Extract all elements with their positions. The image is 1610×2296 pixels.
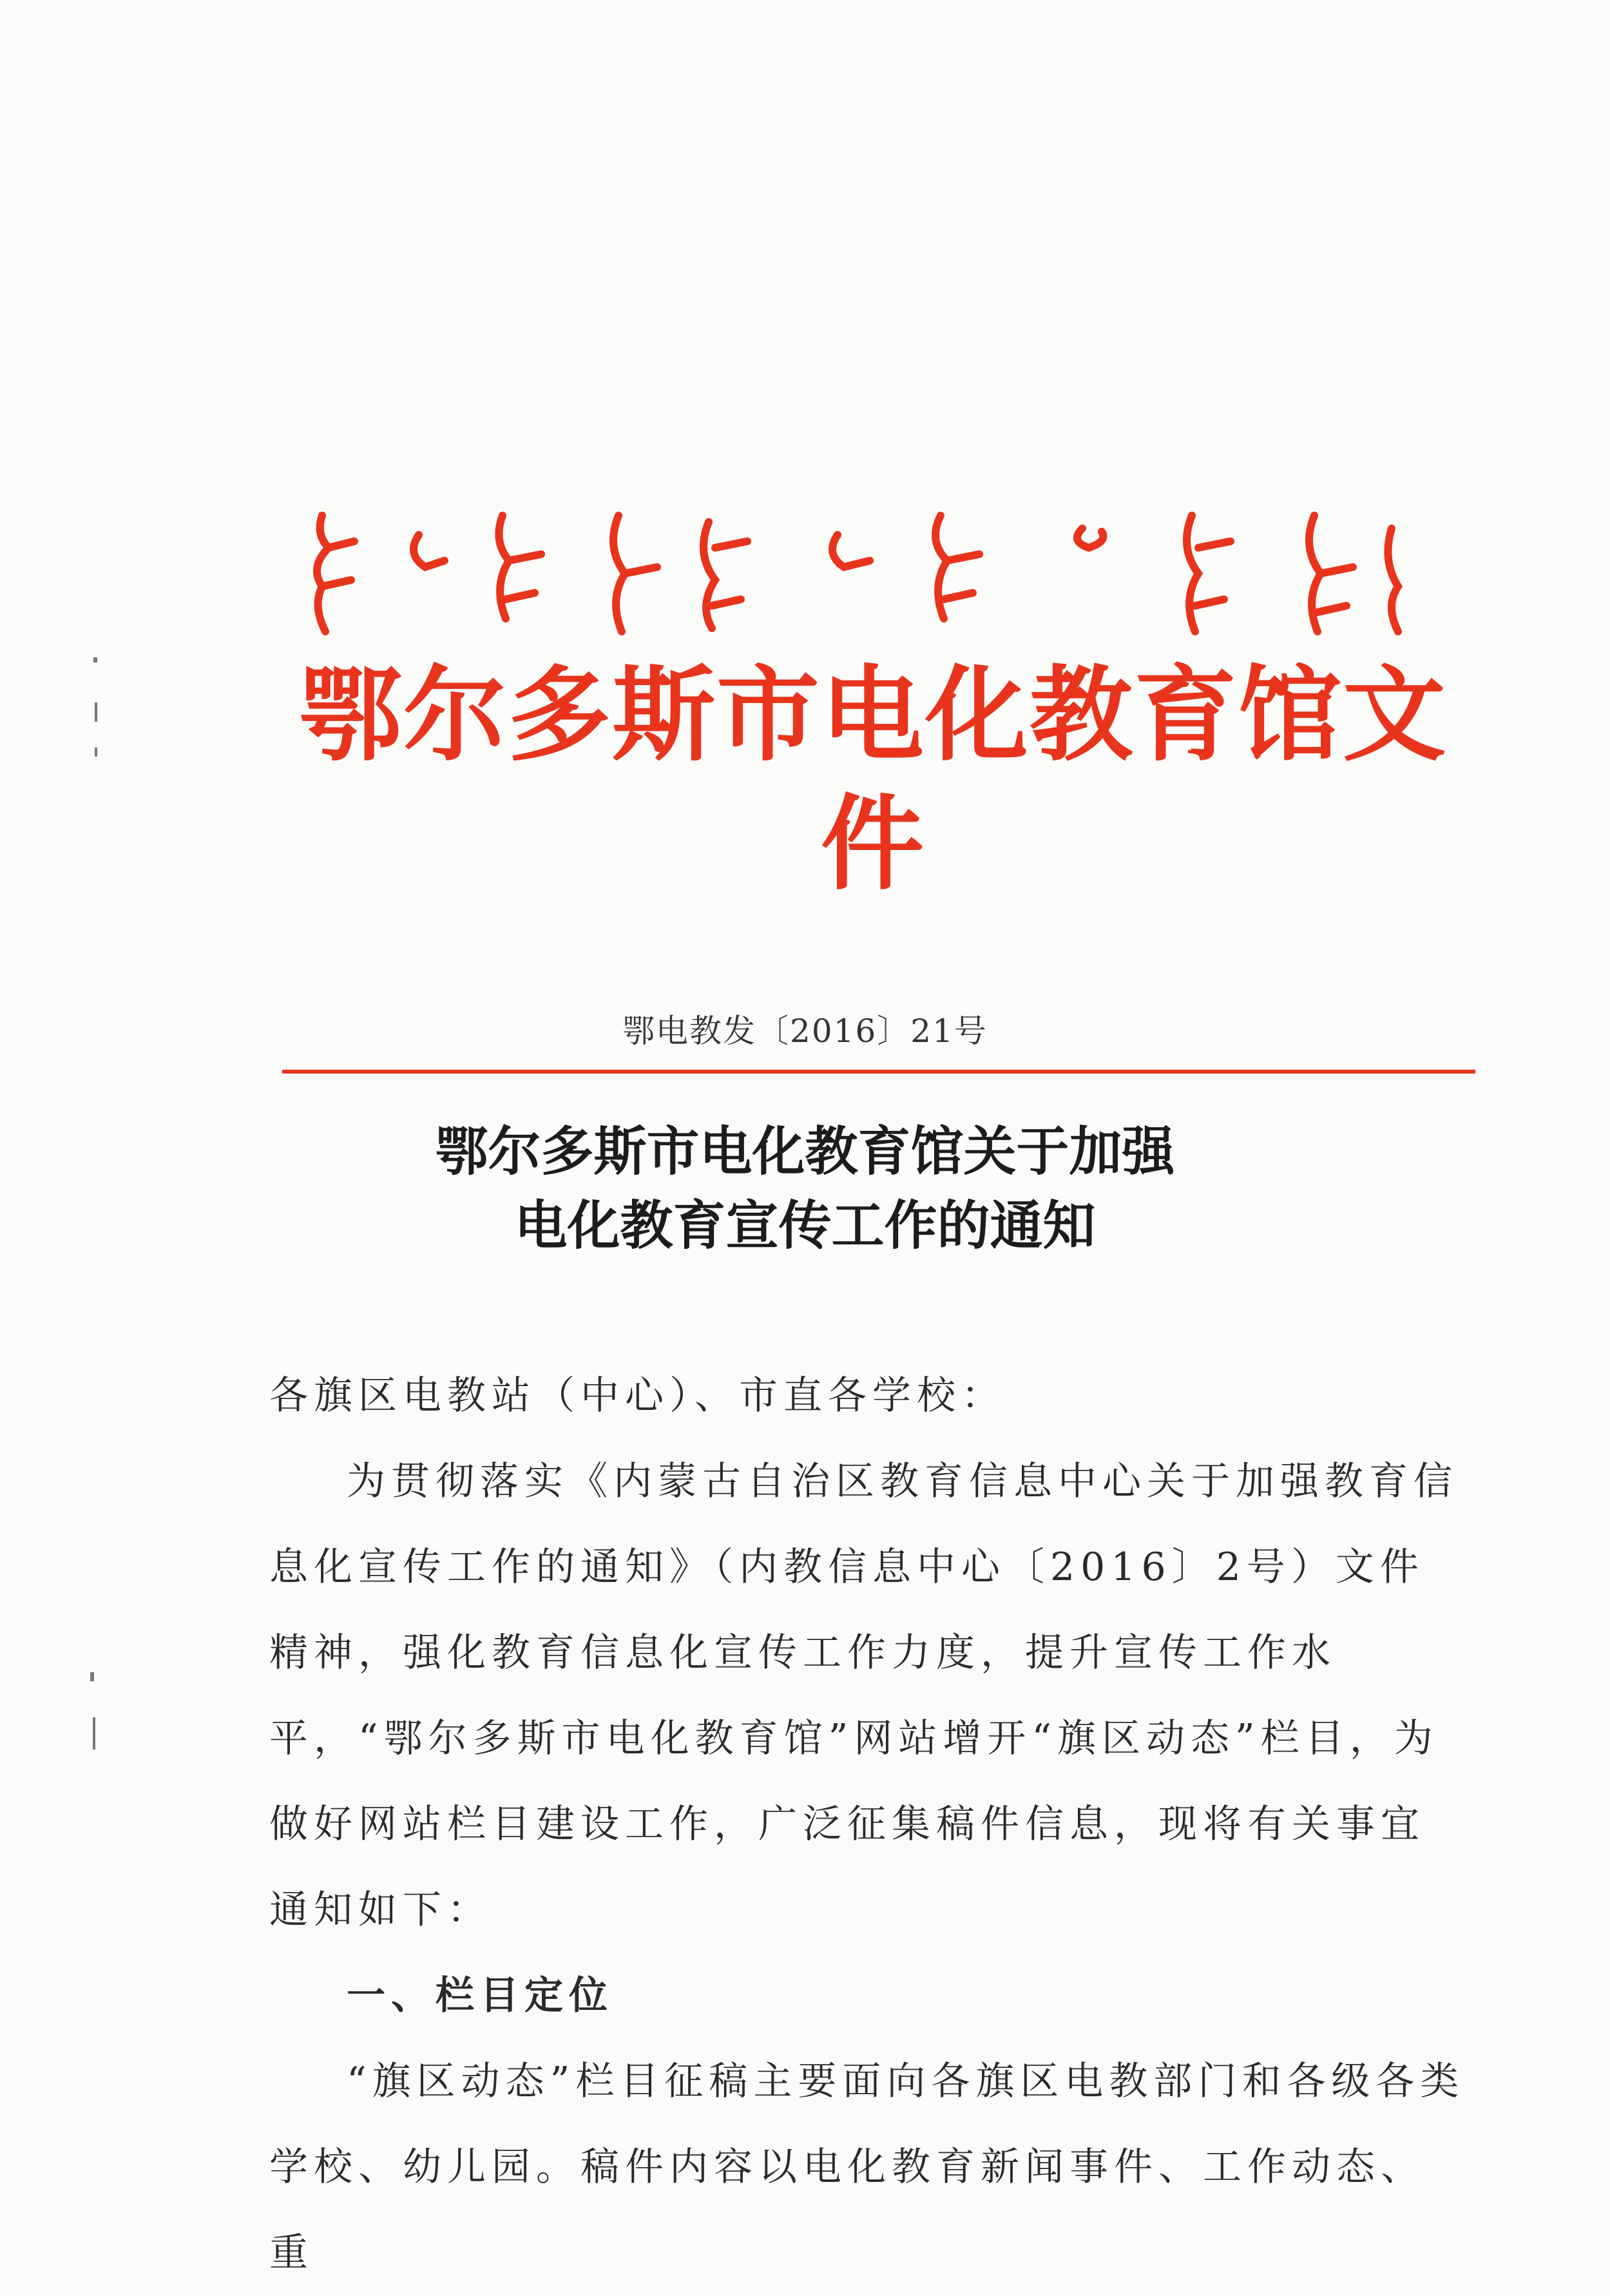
- binding-mark-5: [93, 1717, 95, 1750]
- body-paragraph-1: 为贯彻落实《内蒙古自治区教育信息中心关于加强教育信息化宣传工作的通知》（内教信息中心〔2016〕2号）文件精神，强化教育信息化宣传工作力度，提升宣传工作水平，“鄂尔多斯市电化教育馆”网站增开“旗区动态”栏目，为做好网站栏目建设工作，广泛征集稿件信息，现将有关事宜通知如下：: [269, 1459, 1458, 1933]
- document-number: 鄂电教发〔2016〕21号: [622, 1012, 988, 1050]
- notice-title-line-2: 电化教育宣传工作的通知: [514, 1195, 1096, 1257]
- section-1-heading: 一、栏目定位: [347, 1973, 613, 2018]
- binding-mark-4: [90, 1672, 94, 1681]
- notice-body: [269, 1353, 1468, 2296]
- mongolian-script-graphic: [309, 509, 1443, 638]
- body-paragraph-2: “旗区动态”栏目征稿主要面向各旗区电教部门和各级各类学校、幼儿园。稿件内容以电化教育新闻事件、工作动态、重: [269, 2059, 1465, 2275]
- mongolian-script-header: [309, 509, 1443, 638]
- binding-mark-3: [95, 748, 97, 757]
- red-divider-line: [282, 1070, 1475, 1074]
- issuing-office-title: 鄂尔多斯市电化教育馆文件: [298, 655, 1447, 904]
- salutation: 各旗区电教站（中心）、市直各学校：: [269, 1373, 1006, 1418]
- notice-title: [0, 1115, 1610, 1263]
- binding-mark-1: [93, 657, 97, 662]
- notice-title-line-1: 鄂尔多斯市电化教育馆关于加强: [435, 1121, 1175, 1182]
- binding-mark-2: [95, 702, 97, 722]
